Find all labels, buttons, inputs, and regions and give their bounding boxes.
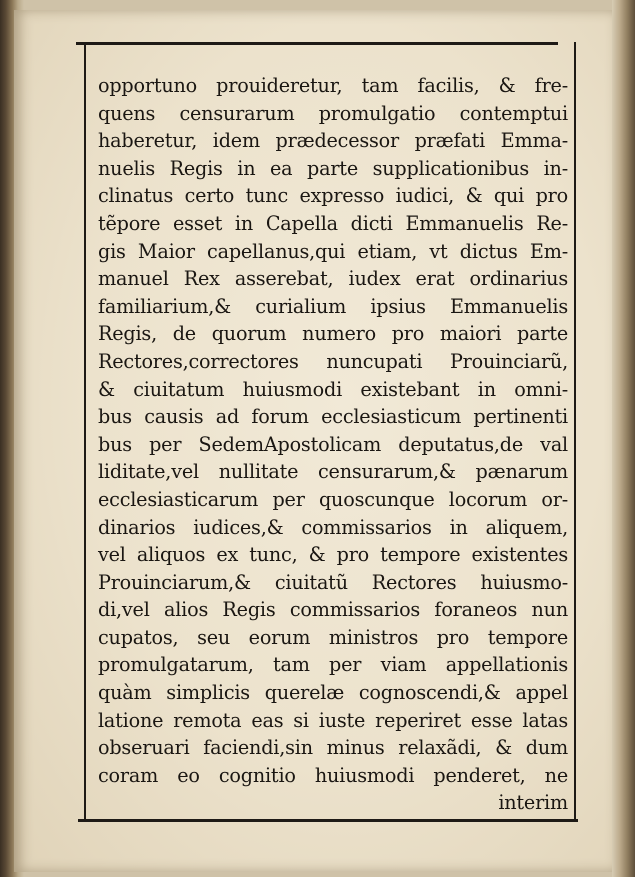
border-rule-bottom [78, 819, 578, 822]
text-line: nuelis Regis in ea parte supplicationibus in- [98, 156, 568, 180]
body-text [98, 72, 568, 817]
text-line: liditate,vel nullitate censurarum,& pænarum [98, 460, 568, 484]
border-rule-left [84, 44, 86, 822]
text-line: clinatus certo tunc expresso iudici, & qui pro [98, 184, 568, 208]
text-line: opportuno prouideretur, tam facilis, & fre- [98, 74, 568, 97]
text-line: bus per SedemApostolicam deputatus,de val [98, 432, 568, 456]
text-line: quens censurarum promulgatio contemptui [98, 101, 568, 125]
text-line: Regis, de quorum numero pro maiori parte [98, 322, 568, 346]
border-rule-right [574, 42, 576, 822]
text-line: coram eo cognitio huiusmodi penderet, ne [98, 763, 568, 787]
catchword: interim [498, 791, 568, 815]
text-line: ecclesiasticarum per quoscunque locorum or- [98, 487, 568, 511]
text-line: tẽpore esset in Capella dicti Emmanuelis Re- [98, 211, 568, 235]
text-line: obseruari faciendi,sin minus relaxãdi, & dum [98, 736, 568, 760]
text-line: promulgatarum, tam per viam appellationis [98, 653, 568, 677]
text-line: & ciuitatum huiusmodi existebant in omni- [98, 377, 568, 401]
text-line: bus causis ad forum ecclesiasticum pertinenti [98, 405, 568, 429]
text-line: haberetur, idem prædecessor præfati Emma- [98, 129, 568, 153]
text-line: gis Maior capellanus,qui etiam, vt dictus Em- [98, 239, 568, 263]
text-line: familiarium,& curialium ipsius Emmanuelis [98, 294, 568, 318]
border-rule-top [76, 42, 558, 45]
text-line: dinarios iudices,& commissarios in aliquem, [98, 515, 568, 539]
text-line: Prouinciarum,& ciuitatũ Rectores huiusmo- [98, 570, 568, 594]
text-line: vel aliquos ex tunc, & pro tempore existentes [98, 543, 568, 567]
text-line: cupatos, seu eorum ministros pro tempore [98, 625, 568, 649]
text-line: di,vel alios Regis commissarios foraneos nun [98, 598, 568, 622]
book-page-edge [612, 0, 635, 877]
text-line: quàm simplicis querelæ cognoscendi,& appel [98, 681, 568, 705]
text-line: manuel Rex asserebat, iudex erat ordinarius [98, 267, 568, 291]
text-line: Rectores,correctores nuncupati Prouinciarũ, [98, 349, 568, 373]
text-line: latione remota eas si iuste reperiret esse latas [98, 708, 568, 732]
